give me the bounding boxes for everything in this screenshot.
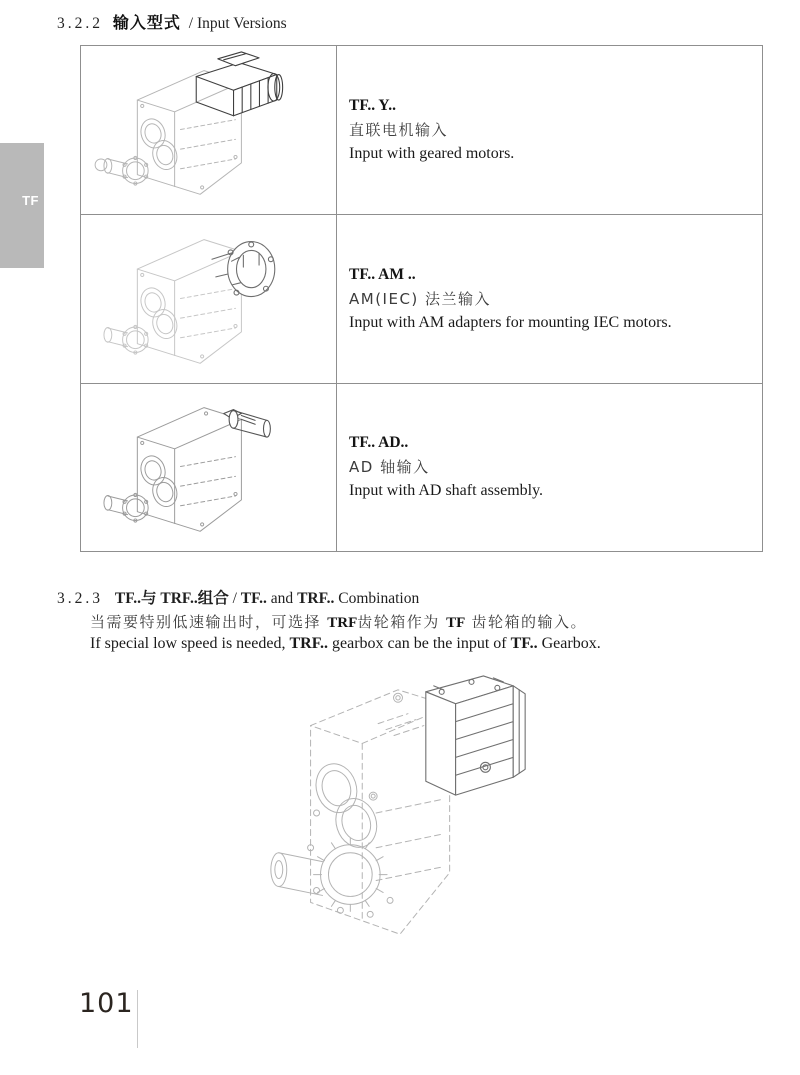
section-heading-combination — [57, 586, 419, 608]
drawing-cell — [81, 384, 337, 551]
gearbox-iec-adapter-drawing — [84, 218, 334, 380]
description-english: Input with geared motors. — [349, 145, 515, 163]
model-code: TF.. AM .. — [349, 265, 416, 283]
drawing-cell — [81, 46, 337, 214]
model-code: TF.. AD.. — [349, 434, 409, 452]
description-cell — [337, 215, 762, 382]
combination-paragraph-chinese: 当需要特别低速输出时，可选择 TRF齿轮箱作为 TF 齿轮箱的输入。 — [90, 613, 588, 631]
description-cell — [337, 384, 762, 551]
description-english: Input with AD shaft assembly. — [349, 482, 544, 500]
section-title-english: / Input Versions — [188, 15, 287, 32]
tf-trf-combination-drawing — [256, 664, 540, 962]
section-number: 3.2.2 — [57, 15, 103, 32]
table-row — [81, 46, 762, 214]
combination-paragraph-english: If special low speed is needed, TRF.. gearbox can be the input of TF.. Gearbox. — [90, 635, 601, 652]
description-cell — [337, 46, 762, 214]
section-number: 3.2.3 — [57, 590, 103, 607]
table-row — [81, 214, 762, 382]
page-number: 101 — [79, 988, 134, 1019]
description-english: Input with AM adapters for mounting IEC motors. — [349, 313, 672, 331]
section-title: TF..与 TRF..组合 / TF.. and TRF.. Combination — [114, 590, 420, 607]
model-code: TF.. Y.. — [349, 97, 396, 115]
description-chinese: AD 轴输入 — [349, 458, 430, 477]
footer-divider-line — [137, 990, 138, 1048]
side-tab-label: TF — [22, 193, 39, 208]
section-heading-input-versions — [57, 10, 287, 33]
table-row — [81, 383, 762, 551]
description-chinese: 直联电机输入 — [349, 121, 449, 140]
gearbox-ad-shaft-drawing — [84, 386, 334, 548]
gearbox-geared-motor-drawing — [84, 49, 334, 211]
side-tab-tf — [0, 143, 44, 268]
drawing-cell — [81, 215, 337, 382]
description-chinese: AM(IEC) 法兰输入 — [349, 289, 492, 308]
section-title-chinese: 输入型式 — [112, 13, 181, 32]
combination-drawing-container — [256, 664, 540, 962]
input-versions-table — [80, 45, 763, 552]
